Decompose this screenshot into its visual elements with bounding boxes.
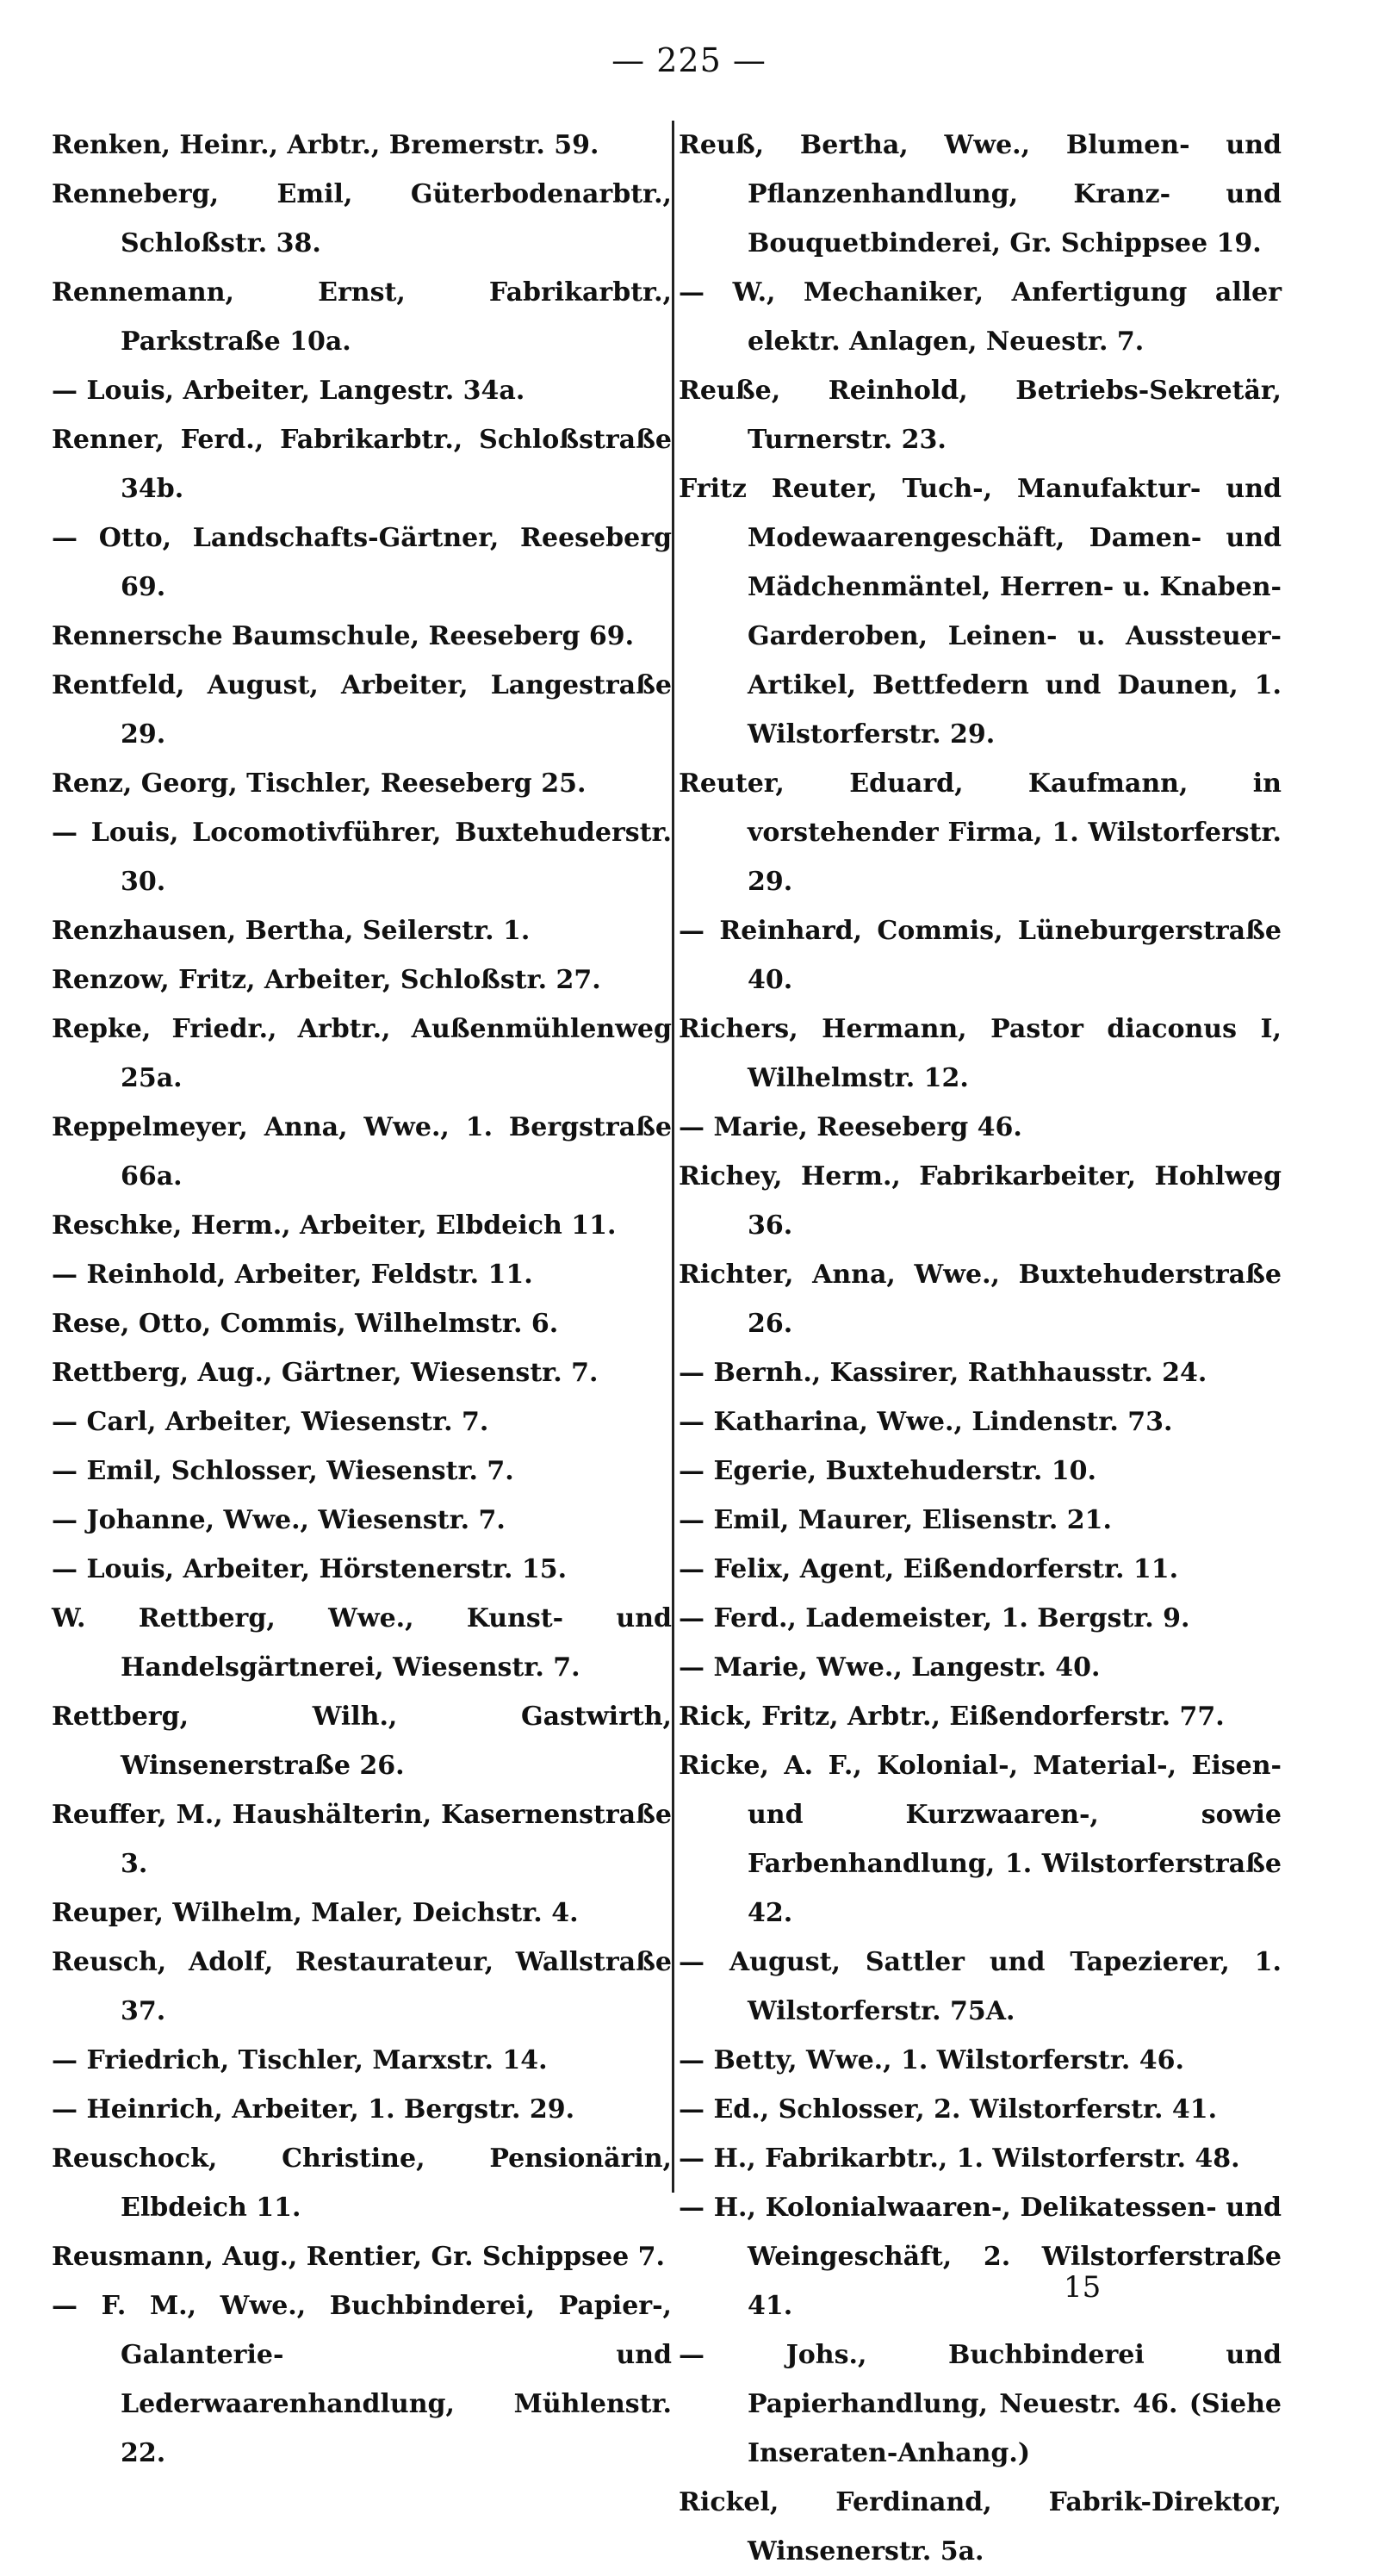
directory-entry: — Louis, Arbeiter, Langestr. 34a.: [52, 376, 525, 406]
directory-entry: — Katharina, Wwe., Lindenstr. 73.: [679, 1407, 1173, 1437]
directory-entry: — Marie, Reeseberg 46.: [679, 1112, 1022, 1142]
directory-entry: Rennersche Baumschule, Reeseberg 69.: [52, 621, 635, 651]
directory-entry: — Johanne, Wwe., Wiesenstr. 7.: [52, 1505, 506, 1535]
directory-entry: Richey, Herm., Fabrikarbeiter, Hohlweg 36.: [679, 1161, 1282, 1241]
directory-entry: — H., Fabrikarbtr., 1. Wilstorferstr. 48.: [679, 2144, 1240, 2174]
directory-entry: Reuter, Eduard, Kaufmann, in vorstehender Firma, 1. Wilstorferstr. 29.: [679, 768, 1282, 897]
directory-entry: — Friedrich, Tischler, Marxstr. 14.: [52, 2045, 548, 2075]
directory-entry: — W., Mechaniker, Anfertigung aller elektr. Anlagen, Neuestr. 7.: [679, 277, 1282, 357]
directory-entry: Ricke, A. F., Kolonial-, Material-, Eisen- und Kurzwaaren-, sowie Farbenhandlung, 1. Wilstorferstraße 42.: [679, 1751, 1282, 1928]
directory-entry: Rickel, Ferdinand, Fabrik-Direktor, Winsenerstr. 5a.: [679, 2487, 1282, 2567]
directory-entry: Rentfeld, August, Arbeiter, Langestraße 29.: [52, 670, 672, 750]
directory-entry: — Louis, Locomotivführer, Buxtehuderstr. 30.: [52, 818, 672, 897]
directory-entry: — H., Kolonialwaaren-, Delikatessen- und Weingeschäft, 2. Wilstorferstraße 41.: [679, 2193, 1282, 2321]
directory-entry: — Egerie, Buxtehuderstr. 10.: [679, 1456, 1096, 1486]
directory-entry: Rennemann, Ernst, Fabrikarbtr., Parkstraße 10a.: [52, 277, 672, 357]
left-column: [52, 121, 672, 2478]
directory-entry: Renzow, Fritz, Arbeiter, Schloßstr. 27.: [52, 965, 601, 995]
page-number: — 225 —: [611, 41, 767, 79]
right-column: [679, 121, 1282, 2576]
directory-entry: Rettberg, Aug., Gärtner, Wiesenstr. 7.: [52, 1358, 599, 1388]
directory-entry: — Marie, Wwe., Langestr. 40.: [679, 1652, 1101, 1683]
directory-entry: Reppelmeyer, Anna, Wwe., 1. Bergstraße 66a.: [52, 1112, 672, 1192]
directory-entry: Richers, Hermann, Pastor diaconus I, Wilhelmstr. 12.: [679, 1014, 1282, 1093]
directory-entry: — Louis, Arbeiter, Hörstenerstr. 15.: [52, 1554, 568, 1584]
directory-entry: — Ed., Schlosser, 2. Wilstorferstr. 41.: [679, 2094, 1218, 2125]
directory-entry: Renzhausen, Bertha, Seilerstr. 1.: [52, 916, 531, 946]
directory-entry: — Betty, Wwe., 1. Wilstorferstr. 46.: [679, 2045, 1184, 2075]
directory-entry: — August, Sattler und Tapezierer, 1. Wilstorferstr. 75A.: [679, 1947, 1282, 2026]
directory-entry: Reusch, Adolf, Restaurateur, Wallstraße 37.: [52, 1947, 672, 2026]
directory-entry: Rettberg, Wilh., Gastwirth, Winsenerstraße 26.: [52, 1702, 672, 1781]
directory-entry: — Heinrich, Arbeiter, 1. Bergstr. 29.: [52, 2094, 575, 2125]
directory-entry: Reuße, Reinhold, Betriebs-Sekretär, Turnerstr. 23.: [679, 376, 1282, 455]
directory-entry: — Reinhold, Arbeiter, Feldstr. 11.: [52, 1260, 533, 1290]
directory-entry: — Ferd., Lademeister, 1. Bergstr. 9.: [679, 1603, 1190, 1633]
directory-entry: — Bernh., Kassirer, Rathhausstr. 24.: [679, 1358, 1207, 1388]
directory-entry: Fritz Reuter, Tuch-, Manufaktur- und Modewaarengeschäft, Damen- und Mädchenmäntel, Herren- u. Knaben-Garderoben, Leinen- u. Aussteuer-Artikel, Bettfedern und Daunen, 1. Wilstorferstr. 29.: [679, 474, 1282, 750]
directory-entry: Reuffer, M., Haushälterin, Kasernenstraße 3.: [52, 1800, 672, 1879]
directory-entry: — Johs., Buchbinderei und Papierhandlung, Neuestr. 46. (Siehe Inseraten-Anhang.): [679, 2340, 1282, 2468]
directory-entry: Reuper, Wilhelm, Maler, Deichstr. 4.: [52, 1898, 579, 1928]
directory-entry: Rick, Fritz, Arbtr., Eißendorferstr. 77.: [679, 1702, 1225, 1732]
directory-entry: — Emil, Maurer, Elisenstr. 21.: [679, 1505, 1112, 1535]
directory-entry: Renz, Georg, Tischler, Reeseberg 25.: [52, 768, 587, 799]
directory-entry: Reuschock, Christine, Pensionärin, Elbdeich 11.: [52, 2144, 672, 2223]
directory-entry: W. Rettberg, Wwe., Kunst- und Handelsgärtnerei, Wiesenstr. 7.: [52, 1603, 672, 1683]
footer-signature: 15: [1064, 2270, 1102, 2305]
directory-entry: — Emil, Schlosser, Wiesenstr. 7.: [52, 1456, 514, 1486]
directory-entry: — Felix, Agent, Eißendorferstr. 11.: [679, 1554, 1179, 1584]
directory-entry: — Carl, Arbeiter, Wiesenstr. 7.: [52, 1407, 489, 1437]
directory-entry: — Otto, Landschafts-Gärtner, Reeseberg 69.: [52, 523, 672, 602]
directory-entry: Repke, Friedr., Arbtr., Außenmühlenweg 25a.: [52, 1014, 672, 1093]
directory-entry: Renken, Heinr., Arbtr., Bremerstr. 59.: [52, 130, 599, 160]
directory-entry: Renner, Ferd., Fabrikarbtr., Schloßstraße 34b.: [52, 425, 672, 504]
column-divider: [672, 121, 674, 2193]
directory-entry: Richter, Anna, Wwe., Buxtehuderstraße 26.: [679, 1260, 1282, 1339]
directory-entry: Reusmann, Aug., Rentier, Gr. Schippsee 7.: [52, 2242, 665, 2272]
directory-entry: — Reinhard, Commis, Lüneburgerstraße 40.: [679, 916, 1282, 995]
directory-entry: Reuß, Bertha, Wwe., Blumen- und Pflanzenhandlung, Kranz- und Bouquetbinderei, Gr. Schippsee 19.: [679, 130, 1282, 258]
directory-entry: Renneberg, Emil, Güterbodenarbtr., Schloßstr. 38.: [52, 179, 672, 258]
directory-entry: — F. M., Wwe., Buchbinderei, Papier-, Galanterie- und Lederwaarenhandlung, Mühlenstr. 22.: [52, 2291, 672, 2468]
directory-entry: Rese, Otto, Commis, Wilhelmstr. 6.: [52, 1309, 559, 1339]
directory-entry: Reschke, Herm., Arbeiter, Elbdeich 11.: [52, 1210, 617, 1241]
